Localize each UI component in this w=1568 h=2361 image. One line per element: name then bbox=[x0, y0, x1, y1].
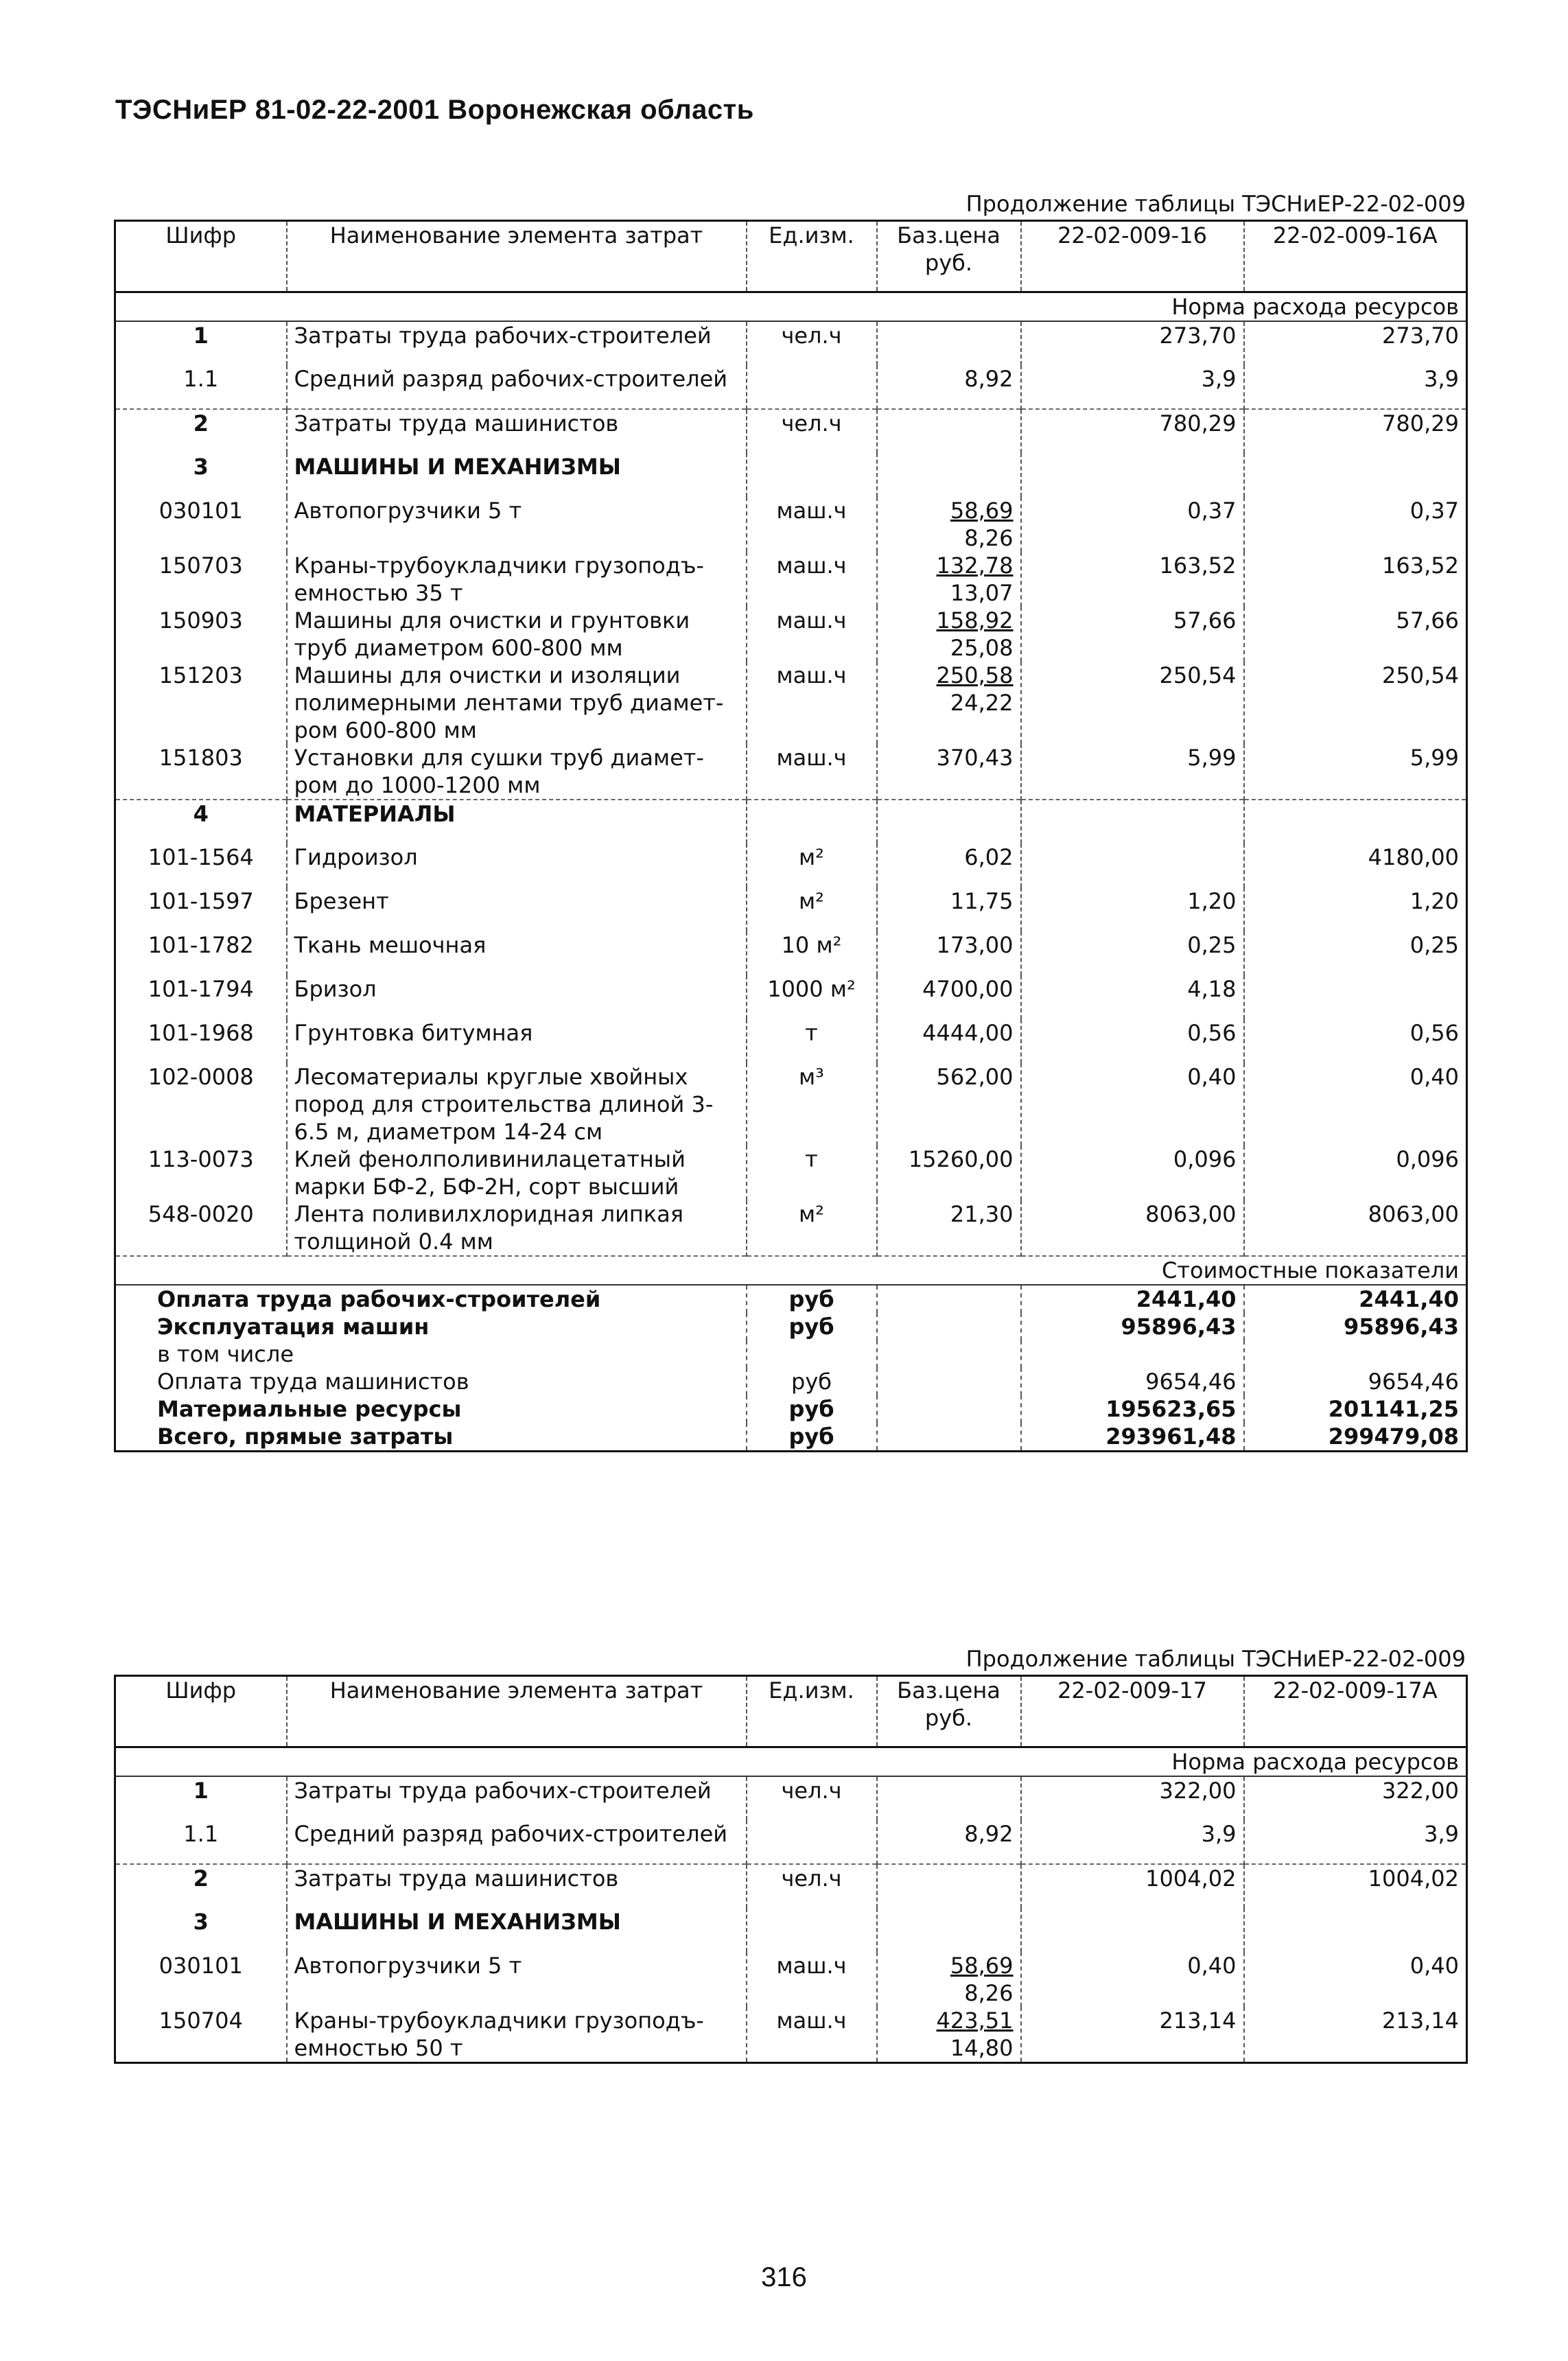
row-value-variant-2: 0,56 bbox=[1409, 1020, 1459, 1046]
row-value-variant-1: 0,096 bbox=[1021, 1145, 1244, 1200]
row-code: 1 bbox=[115, 1776, 287, 1820]
row-unit: 10 м² bbox=[747, 931, 877, 975]
row-value-variant-2: 1,20 bbox=[1409, 888, 1459, 914]
row-price-value: 15260,00 bbox=[908, 1146, 1014, 1172]
row-price-value: 58,69 bbox=[950, 498, 1014, 524]
totals-unit: руб bbox=[747, 1285, 877, 1313]
row-value-variant-1 bbox=[1021, 844, 1244, 887]
column-header-variant-2: 22-02-009-17А bbox=[1244, 1676, 1467, 1747]
row-price-value: 250,58 bbox=[936, 662, 1014, 688]
document-header: ТЭСНиЕР 81-02-22-2001 Воронежская область bbox=[115, 95, 754, 125]
row-value-variant-1: 1,20 bbox=[1021, 887, 1244, 931]
row-value-variant-2 bbox=[1244, 1908, 1467, 1952]
table-row bbox=[115, 1776, 1467, 1820]
row-value-variant-2: 0,40 bbox=[1409, 1064, 1459, 1090]
table-row bbox=[115, 1063, 1467, 1145]
column-header-code: Шифр bbox=[115, 1676, 287, 1747]
cost-section-title: Стоимостные показатели bbox=[115, 1256, 1467, 1285]
row-code: 101-1597 bbox=[115, 887, 287, 931]
table-row bbox=[115, 365, 1467, 409]
row-price-value: 562,00 bbox=[936, 1064, 1014, 1090]
row-code: 548-0020 bbox=[115, 1200, 287, 1256]
totals-unit bbox=[747, 1340, 877, 1368]
row-value-variant-2: 250,54 bbox=[1382, 662, 1459, 688]
row-name: Клей фенолполивинилацетатный марки БФ-2, БФ-2Н, сорт высший bbox=[287, 1145, 747, 1200]
row-name: Лента поливилхлоридная липкая толщиной 0.4 мм bbox=[287, 1200, 747, 1256]
row-price-value: 11,75 bbox=[950, 888, 1014, 914]
totals-value-variant-1: 195623,65 bbox=[1021, 1395, 1244, 1423]
totals-value-variant-2: 2441,40 bbox=[1359, 1286, 1459, 1312]
row-price-value: 4700,00 bbox=[922, 976, 1014, 1002]
row-unit: маш.ч bbox=[747, 662, 877, 744]
row-name: Установки для сушки труб диамет-ром до 1000-1200 мм bbox=[287, 744, 747, 800]
totals-name: Оплата труда рабочих-строителей bbox=[115, 1285, 747, 1313]
row-code: 030101 bbox=[115, 497, 287, 552]
row-name: Ткань мешочная bbox=[287, 931, 747, 975]
row-price bbox=[877, 1864, 1021, 1908]
column-header-variant-1: 22-02-009-17 bbox=[1021, 1676, 1244, 1747]
row-value-variant-2: 213,14 bbox=[1382, 2008, 1459, 2034]
table-row bbox=[115, 1200, 1467, 1256]
row-value-variant-2: 3,9 bbox=[1424, 366, 1459, 392]
row-price-machinist: 8,26 bbox=[964, 1980, 1014, 2006]
row-value-variant-1 bbox=[1021, 453, 1244, 497]
row-unit: м³ bbox=[747, 1063, 877, 1145]
totals-value-variant-1: 293961,48 bbox=[1021, 1423, 1244, 1452]
row-unit bbox=[747, 800, 877, 844]
table-row bbox=[115, 662, 1467, 744]
row-unit bbox=[747, 453, 877, 497]
row-unit bbox=[747, 365, 877, 409]
column-header-unit: Ед.изм. bbox=[747, 1676, 877, 1747]
column-header-variant-2: 22-02-009-16А bbox=[1244, 221, 1467, 292]
row-price bbox=[877, 662, 1021, 744]
row-name: МАТЕРИАЛЫ bbox=[287, 800, 747, 844]
row-value-variant-2 bbox=[1244, 975, 1467, 1019]
row-name: Краны-трубоукладчики грузоподъ-емностью 35 т bbox=[287, 552, 747, 607]
page-number: 316 bbox=[761, 2262, 807, 2292]
totals-price-empty bbox=[877, 1423, 1021, 1452]
row-unit: 1000 м² bbox=[747, 975, 877, 1019]
totals-price-empty bbox=[877, 1313, 1021, 1340]
row-name: Затраты труда машинистов bbox=[287, 1864, 747, 1908]
row-unit: маш.ч bbox=[747, 497, 877, 552]
row-name: МАШИНЫ И МЕХАНИЗМЫ bbox=[287, 453, 747, 497]
row-price bbox=[877, 744, 1021, 800]
totals-value-variant-2: 201141,25 bbox=[1328, 1396, 1459, 1422]
row-price-machinist: 25,08 bbox=[950, 635, 1014, 661]
column-header-price-line2: руб. bbox=[924, 1705, 973, 1731]
table-row bbox=[115, 497, 1467, 552]
row-value-variant-2: 8063,00 bbox=[1368, 1201, 1459, 1227]
row-name: Затраты труда рабочих-строителей bbox=[287, 1776, 747, 1820]
row-value-variant-1: 0,37 bbox=[1021, 497, 1244, 552]
row-price bbox=[877, 975, 1021, 1019]
row-name: Бризол bbox=[287, 975, 747, 1019]
row-code: 030101 bbox=[115, 1952, 287, 2007]
row-value-variant-1: 163,52 bbox=[1021, 552, 1244, 607]
totals-row bbox=[115, 1423, 1467, 1452]
row-value-variant-2: 57,66 bbox=[1396, 607, 1459, 633]
row-name: Машины для очистки и грунтовки труб диаметром 600-800 мм bbox=[287, 607, 747, 662]
row-code: 113-0073 bbox=[115, 1145, 287, 1200]
row-price bbox=[877, 552, 1021, 607]
totals-unit: руб bbox=[747, 1395, 877, 1423]
row-unit: чел.ч bbox=[747, 409, 877, 453]
row-price bbox=[877, 453, 1021, 497]
row-code: 101-1564 bbox=[115, 844, 287, 887]
row-unit: маш.ч bbox=[747, 607, 877, 662]
row-value-variant-2: 780,29 bbox=[1244, 409, 1467, 453]
row-price bbox=[877, 1908, 1021, 1952]
totals-name: Материальные ресурсы bbox=[115, 1395, 747, 1423]
totals-value-variant-1: 2441,40 bbox=[1021, 1285, 1244, 1313]
row-code: 3 bbox=[115, 453, 287, 497]
row-code: 151203 bbox=[115, 662, 287, 744]
table-row bbox=[115, 2007, 1467, 2063]
totals-value-variant-2: 95896,43 bbox=[1343, 1314, 1459, 1340]
table-row bbox=[115, 409, 1467, 453]
row-price bbox=[877, 1776, 1021, 1820]
column-header-name: Наименование элемента затрат bbox=[287, 221, 747, 292]
table-row bbox=[115, 1908, 1467, 1952]
table-row bbox=[115, 844, 1467, 887]
totals-price-empty bbox=[877, 1395, 1021, 1423]
row-price bbox=[877, 1019, 1021, 1063]
row-price-value: 4444,00 bbox=[922, 1020, 1014, 1046]
column-header-price-line1: Баз.цена bbox=[897, 222, 1001, 248]
column-header-name: Наименование элемента затрат bbox=[287, 1676, 747, 1747]
row-value-variant-1: 3,9 bbox=[1021, 1820, 1244, 1864]
totals-name: Эксплуатация машин bbox=[115, 1313, 747, 1340]
totals-row bbox=[115, 1368, 1467, 1395]
table1-continuation-caption: Продолжение таблицы ТЭСНиЕР-22-02-009 bbox=[966, 191, 1466, 217]
row-value-variant-2: 0,096 bbox=[1396, 1146, 1459, 1172]
row-value-variant-1: 0,40 bbox=[1021, 1952, 1244, 2007]
row-unit: т bbox=[747, 1145, 877, 1200]
row-name: Лесоматериалы круглые хвойных пород для строительства длиной 3-6.5 м, диаметром 14-24 см bbox=[287, 1063, 747, 1145]
row-price bbox=[877, 321, 1021, 365]
row-value-variant-2: 322,00 bbox=[1382, 1778, 1459, 1804]
row-name: Гидроизол bbox=[287, 844, 747, 887]
norm-section-row bbox=[115, 1747, 1467, 1777]
row-price-value: 21,30 bbox=[950, 1201, 1014, 1227]
row-unit: маш.ч bbox=[747, 1952, 877, 2007]
table-header-row bbox=[115, 1676, 1467, 1747]
row-code: 101-1794 bbox=[115, 975, 287, 1019]
totals-unit: руб bbox=[747, 1368, 877, 1395]
row-value-variant-1: 5,99 bbox=[1021, 744, 1244, 800]
row-price bbox=[877, 887, 1021, 931]
row-code: 1.1 bbox=[115, 365, 287, 409]
row-unit: м² bbox=[747, 844, 877, 887]
row-name: Грунтовка битумная bbox=[287, 1019, 747, 1063]
row-unit: маш.ч bbox=[747, 2007, 877, 2063]
row-name: МАШИНЫ И МЕХАНИЗМЫ bbox=[287, 1908, 747, 1952]
row-price-value: 8,92 bbox=[964, 366, 1014, 392]
row-value-variant-1: 322,00 bbox=[1021, 1776, 1244, 1820]
row-price bbox=[877, 409, 1021, 453]
table-row bbox=[115, 1820, 1467, 1864]
table-header-row bbox=[115, 221, 1467, 292]
table-row bbox=[115, 931, 1467, 975]
totals-name: в том числе bbox=[115, 1340, 747, 1368]
row-value-variant-2: 163,52 bbox=[1382, 553, 1459, 579]
row-name: Средний разряд рабочих-строителей bbox=[287, 365, 747, 409]
row-price-value: 58,69 bbox=[950, 1953, 1014, 1979]
row-value-variant-2: 0,40 bbox=[1409, 1953, 1459, 1979]
table-row bbox=[115, 1864, 1467, 1908]
row-name: Машины для очистки и изоляции полимерными лентами труб диамет-ром 600-800 мм bbox=[287, 662, 747, 744]
row-unit: т bbox=[747, 1019, 877, 1063]
row-code: 150703 bbox=[115, 552, 287, 607]
table-row bbox=[115, 800, 1467, 844]
row-value-variant-1: 213,14 bbox=[1021, 2007, 1244, 2063]
row-code: 4 bbox=[115, 800, 287, 844]
totals-value-variant-1: 95896,43 bbox=[1021, 1313, 1244, 1340]
row-code: 150903 bbox=[115, 607, 287, 662]
row-price bbox=[877, 800, 1021, 844]
row-value-variant-1: 250,54 bbox=[1021, 662, 1244, 744]
row-value-variant-1: 1004,02 bbox=[1021, 1864, 1244, 1908]
row-value-variant-2: 0,25 bbox=[1409, 932, 1459, 958]
totals-name: Оплата труда машинистов bbox=[115, 1368, 747, 1395]
column-header-price-line1: Баз.цена bbox=[897, 1677, 1001, 1703]
row-unit: м² bbox=[747, 887, 877, 931]
row-name: Брезент bbox=[287, 887, 747, 931]
row-unit: чел.ч bbox=[747, 321, 877, 365]
row-code: 151803 bbox=[115, 744, 287, 800]
row-code: 3 bbox=[115, 1908, 287, 1952]
row-code: 101-1968 bbox=[115, 1019, 287, 1063]
resource-table-1 bbox=[114, 220, 1468, 1452]
row-price-value: 173,00 bbox=[936, 932, 1014, 958]
row-price bbox=[877, 2007, 1021, 2063]
row-unit bbox=[747, 1820, 877, 1864]
row-code: 1.1 bbox=[115, 1820, 287, 1864]
row-name: Затраты труда машинистов bbox=[287, 409, 747, 453]
row-value-variant-1: 4,18 bbox=[1021, 975, 1244, 1019]
row-value-variant-1 bbox=[1021, 800, 1244, 844]
table2-continuation-caption: Продолжение таблицы ТЭСНиЕР-22-02-009 bbox=[966, 1646, 1466, 1672]
row-value-variant-1: 3,9 bbox=[1021, 365, 1244, 409]
row-price-value: 132,78 bbox=[936, 553, 1014, 579]
row-value-variant-1: 0,40 bbox=[1021, 1063, 1244, 1145]
totals-row bbox=[115, 1340, 1467, 1368]
row-name: Средний разряд рабочих-строителей bbox=[287, 1820, 747, 1864]
row-value-variant-2: 4180,00 bbox=[1368, 844, 1459, 870]
row-unit bbox=[747, 1908, 877, 1952]
row-price-machinist: 13,07 bbox=[950, 580, 1014, 606]
row-value-variant-2: 1004,02 bbox=[1244, 1864, 1467, 1908]
norm-section-title: Норма расхода ресурсов bbox=[115, 292, 1467, 322]
row-name: Автопогрузчики 5 т bbox=[287, 1952, 747, 2007]
table-row bbox=[115, 1019, 1467, 1063]
table-row bbox=[115, 607, 1467, 662]
row-code: 1 bbox=[115, 321, 287, 365]
row-price-machinist: 14,80 bbox=[950, 2035, 1014, 2061]
totals-value-variant-1: 9654,46 bbox=[1021, 1368, 1244, 1395]
column-header-price-line2: руб. bbox=[924, 250, 973, 276]
row-value-variant-1: 0,25 bbox=[1021, 931, 1244, 975]
row-value-variant-2: 273,70 bbox=[1382, 323, 1459, 349]
row-value-variant-1: 780,29 bbox=[1021, 409, 1244, 453]
row-unit: чел.ч bbox=[747, 1776, 877, 1820]
totals-row bbox=[115, 1395, 1467, 1423]
table-row bbox=[115, 887, 1467, 931]
row-price-value: 8,92 bbox=[964, 1821, 1014, 1847]
cost-section-row bbox=[115, 1256, 1467, 1285]
row-name: Краны-трубоукладчики грузоподъ-емностью 50 т bbox=[287, 2007, 747, 2063]
table-row bbox=[115, 744, 1467, 800]
norm-section-row bbox=[115, 292, 1467, 322]
row-price bbox=[877, 1145, 1021, 1200]
row-name: Автопогрузчики 5 т bbox=[287, 497, 747, 552]
row-code: 2 bbox=[115, 409, 287, 453]
row-price-value: 370,43 bbox=[936, 745, 1014, 771]
row-price bbox=[877, 1820, 1021, 1864]
row-value-variant-1: 57,66 bbox=[1021, 607, 1244, 662]
totals-price-empty bbox=[877, 1368, 1021, 1395]
row-price-value: 6,02 bbox=[964, 844, 1014, 870]
row-unit: чел.ч bbox=[747, 1864, 877, 1908]
row-price-machinist: 8,26 bbox=[964, 525, 1014, 551]
totals-value-variant-2 bbox=[1244, 1340, 1467, 1368]
row-value-variant-1: 8063,00 bbox=[1021, 1200, 1244, 1256]
row-price-value: 423,51 bbox=[936, 2008, 1014, 2034]
row-value-variant-2: 5,99 bbox=[1409, 745, 1459, 771]
column-header-unit: Ед.изм. bbox=[747, 221, 877, 292]
totals-value-variant-2: 9654,46 bbox=[1368, 1369, 1459, 1395]
table-row bbox=[115, 321, 1467, 365]
table-row bbox=[115, 975, 1467, 1019]
row-price bbox=[877, 607, 1021, 662]
table-row bbox=[115, 1145, 1467, 1200]
table-row bbox=[115, 1952, 1467, 2007]
row-price bbox=[877, 931, 1021, 975]
row-price bbox=[877, 844, 1021, 887]
table-row bbox=[115, 453, 1467, 497]
row-value-variant-1 bbox=[1021, 1908, 1244, 1952]
totals-row bbox=[115, 1313, 1467, 1340]
table-row bbox=[115, 552, 1467, 607]
row-value-variant-1: 0,56 bbox=[1021, 1019, 1244, 1063]
row-value-variant-1: 273,70 bbox=[1021, 321, 1244, 365]
row-code: 101-1782 bbox=[115, 931, 287, 975]
totals-price-empty bbox=[877, 1285, 1021, 1313]
row-unit: маш.ч bbox=[747, 552, 877, 607]
totals-unit: руб bbox=[747, 1313, 877, 1340]
totals-unit: руб bbox=[747, 1423, 877, 1452]
totals-value-variant-2: 299479,08 bbox=[1328, 1423, 1459, 1450]
column-header-price bbox=[877, 221, 1021, 292]
row-value-variant-2 bbox=[1244, 453, 1467, 497]
column-header-price bbox=[877, 1676, 1021, 1747]
row-unit: маш.ч bbox=[747, 744, 877, 800]
column-header-code: Шифр bbox=[115, 221, 287, 292]
row-price bbox=[877, 365, 1021, 409]
row-value-variant-2: 0,37 bbox=[1409, 498, 1459, 524]
row-value-variant-2 bbox=[1244, 800, 1467, 844]
row-value-variant-2: 3,9 bbox=[1424, 1821, 1459, 1847]
row-price-value: 158,92 bbox=[936, 607, 1014, 633]
row-code: 102-0008 bbox=[115, 1063, 287, 1145]
row-price bbox=[877, 1952, 1021, 2007]
row-price bbox=[877, 497, 1021, 552]
row-code: 2 bbox=[115, 1864, 287, 1908]
totals-price-empty bbox=[877, 1340, 1021, 1368]
totals-value-variant-1 bbox=[1021, 1340, 1244, 1368]
totals-name: Всего, прямые затраты bbox=[115, 1423, 747, 1452]
row-name: Затраты труда рабочих-строителей bbox=[287, 321, 747, 365]
row-code: 150704 bbox=[115, 2007, 287, 2063]
norm-section-title: Норма расхода ресурсов bbox=[115, 1747, 1467, 1777]
row-price bbox=[877, 1200, 1021, 1256]
row-price bbox=[877, 1063, 1021, 1145]
resource-table-2 bbox=[114, 1675, 1468, 2064]
row-price-machinist: 24,22 bbox=[950, 690, 1014, 716]
totals-row bbox=[115, 1285, 1467, 1313]
row-unit: м² bbox=[747, 1200, 877, 1256]
column-header-variant-1: 22-02-009-16 bbox=[1021, 221, 1244, 292]
